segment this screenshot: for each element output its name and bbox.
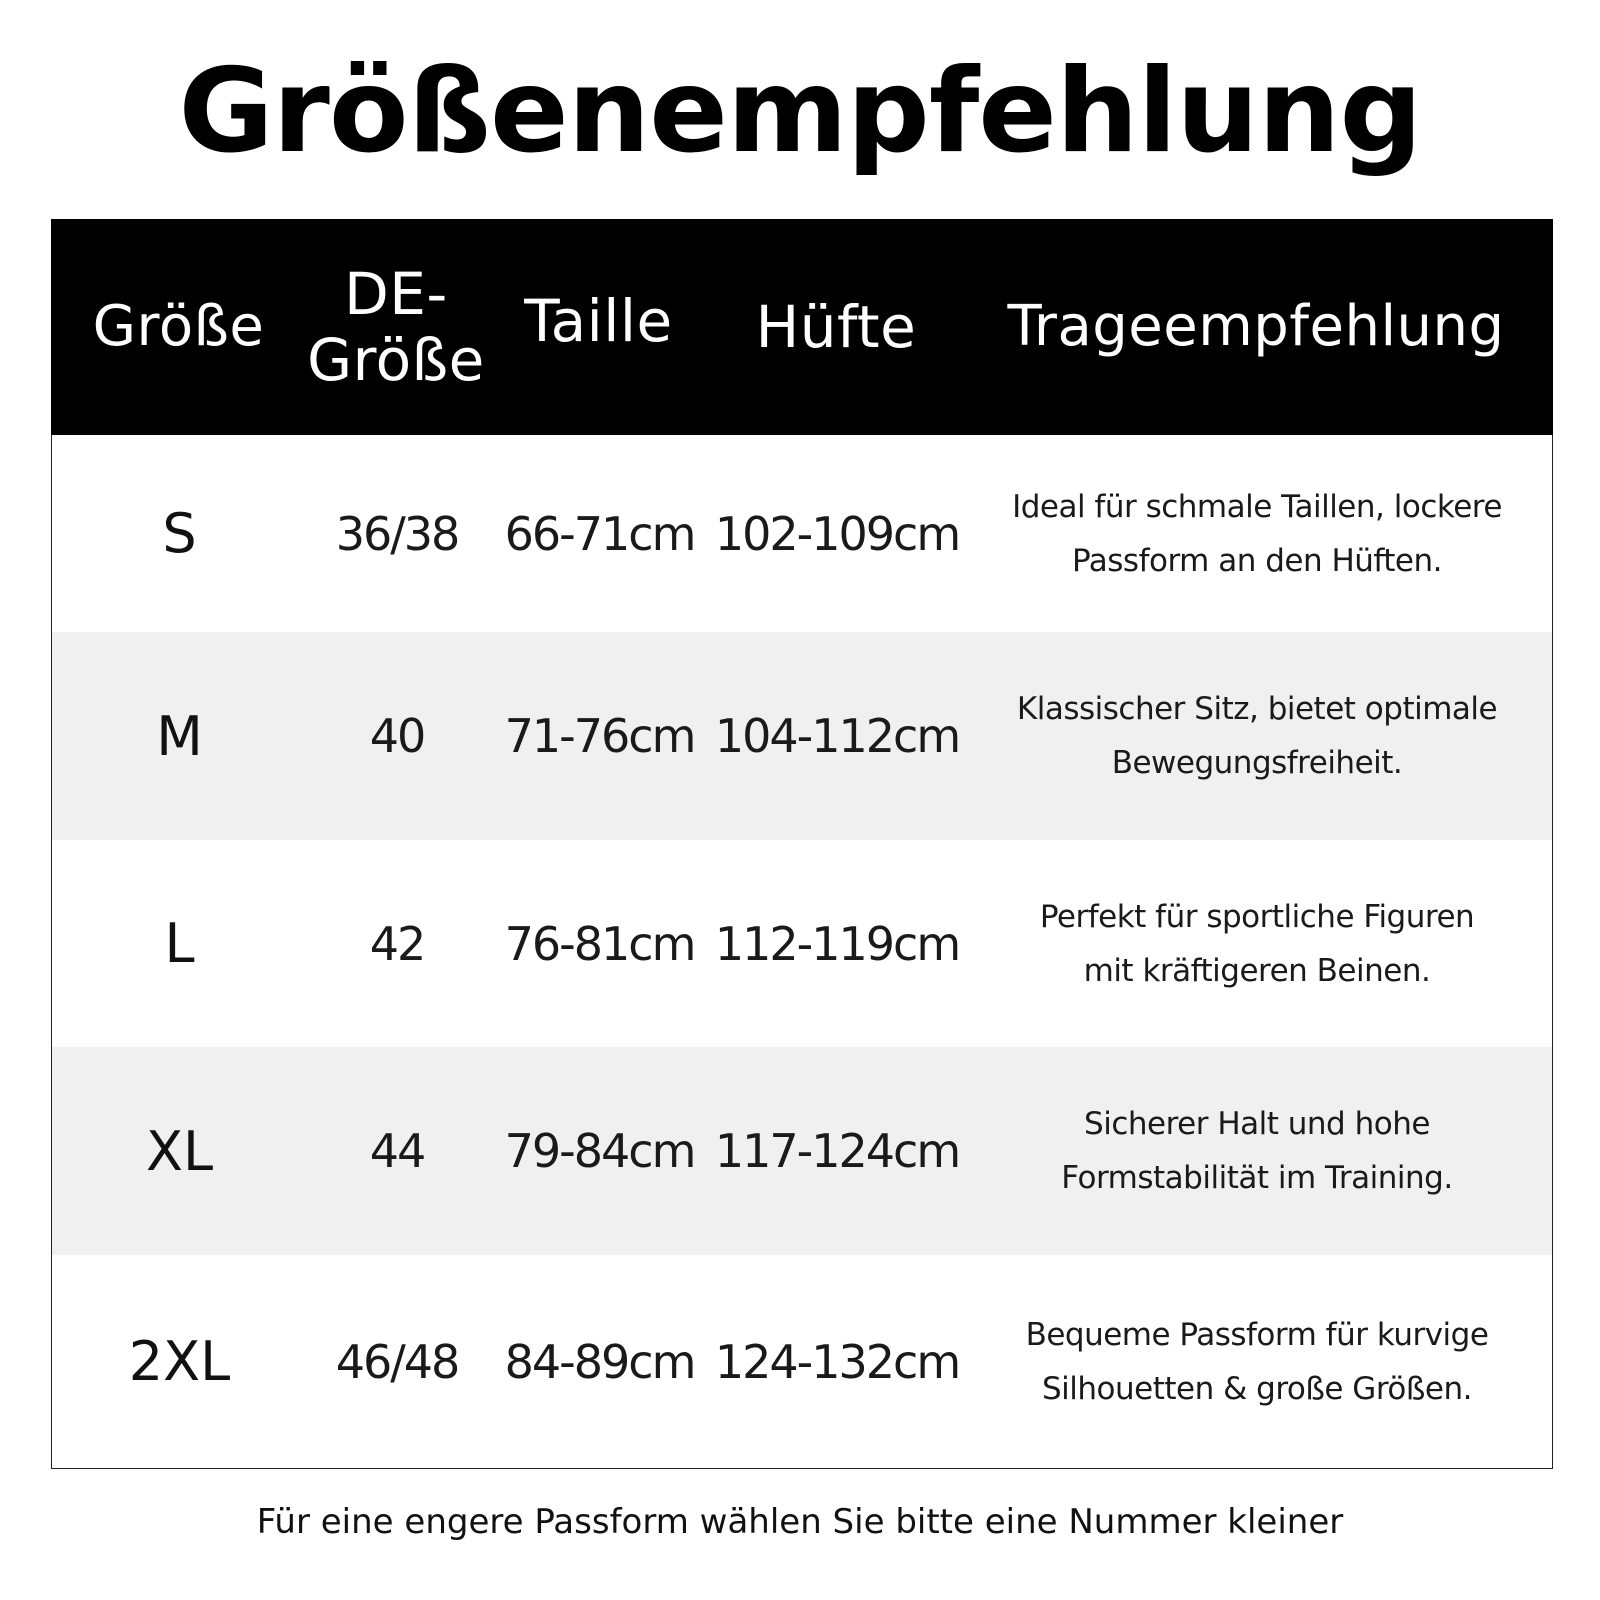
header-hip-label: Hüfte	[755, 293, 917, 361]
hip-cell: 124-132cm	[714, 1334, 960, 1389]
header-de-size-label: DE- Größe	[307, 260, 485, 394]
recommendation-line: Bequeme Passform für kurvige	[1025, 1316, 1489, 1353]
page-title: Größenempfehlung	[178, 44, 1422, 179]
hip-cell: 102-109cm	[714, 506, 960, 561]
recommendation-cell	[962, 632, 1552, 840]
table-row	[52, 1047, 1552, 1255]
recommendation-line: Bewegungsfreiheit.	[1111, 745, 1403, 781]
header-size-label: Größe	[92, 294, 265, 359]
recommendation-line: Ideal für schmale Taillen, lockere	[1012, 488, 1502, 525]
de-size-cell: 44	[369, 1124, 425, 1178]
recommendation-line: mit kräftigeren Beinen.	[1083, 952, 1431, 989]
header-size	[51, 219, 306, 435]
waist-cell: 66-71cm	[504, 506, 695, 561]
recommendation-cell	[962, 1255, 1552, 1468]
table-row	[52, 632, 1552, 840]
size-cell: 2XL	[128, 1330, 231, 1393]
de-size-cell: 36/38	[335, 506, 459, 561]
hip-cell: 104-112cm	[714, 709, 960, 763]
table-header	[51, 219, 1553, 435]
hip-cell: 112-119cm	[714, 916, 960, 971]
recommendation-line: Klassischer Sitz, bietet optimale	[1016, 691, 1498, 727]
table-row	[52, 840, 1552, 1047]
header-de-size	[306, 219, 486, 435]
waist-cell: 84-89cm	[504, 1334, 695, 1389]
size-cell: XL	[145, 1119, 214, 1183]
size-cell: S	[162, 502, 197, 565]
waist-cell: 71-76cm	[504, 709, 695, 763]
de-size-cell: 46/48	[335, 1334, 459, 1389]
recommendation-line: Perfekt für sportliche Figuren	[1039, 898, 1475, 935]
hip-cell: 117-124cm	[714, 1124, 960, 1178]
header-waist	[486, 219, 711, 435]
table-row	[52, 1255, 1552, 1468]
fit-footnote: Für eine engere Passform wählen Sie bitte eine Nummer kleiner	[256, 1502, 1344, 1542]
de-size-cell: 40	[369, 709, 425, 763]
size-table	[51, 219, 1553, 1469]
waist-cell: 76-81cm	[504, 916, 695, 971]
size-cell: M	[156, 704, 203, 768]
header-hip	[711, 219, 961, 435]
header-recommendation-label: Trageempfehlung	[1007, 294, 1505, 359]
recommendation-line: Formstabilität im Training.	[1061, 1160, 1453, 1196]
recommendation-cell	[962, 840, 1552, 1047]
recommendation-line: Silhouetten & große Größen.	[1042, 1370, 1472, 1407]
recommendation-line: Sicherer Halt und hohe	[1084, 1106, 1430, 1142]
size-cell: L	[164, 912, 195, 975]
recommendation-cell	[962, 1047, 1552, 1255]
recommendation-cell	[962, 435, 1552, 632]
table-row	[52, 435, 1552, 632]
recommendation-line: Passform an den Hüften.	[1071, 542, 1443, 579]
header-recommendation	[961, 219, 1551, 435]
waist-cell: 79-84cm	[504, 1124, 695, 1178]
header-waist-label: Taille	[524, 287, 673, 355]
de-size-cell: 42	[369, 916, 425, 971]
